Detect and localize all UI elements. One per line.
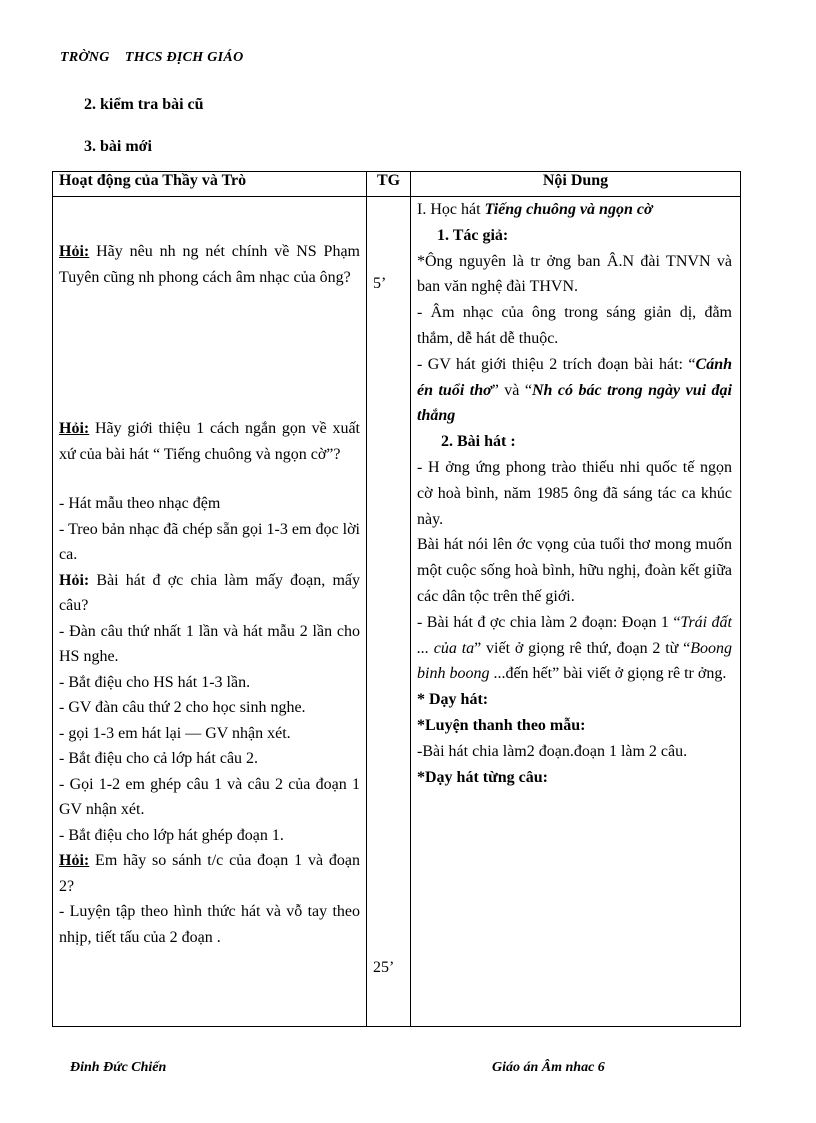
time-5: 5’ bbox=[373, 275, 387, 292]
content-teach-heading: * Dạy hát: bbox=[417, 691, 489, 709]
content-line: Bài hát nói lên ớc vọng của tuổi thơ mong muốn một cuộc sống hoà bình, hữu nghị, đoàn kết giữa các dân tộc trên thế giới. bbox=[417, 536, 732, 605]
text: ” và “ bbox=[491, 381, 532, 399]
content-song-heading: 2. Bài hát : bbox=[441, 433, 516, 451]
content-songs bbox=[417, 352, 732, 429]
text: - GV hát giới thiệu 2 trích đoạn bài hát: “ bbox=[417, 355, 696, 373]
header-activity: Hoạt động của Thầy và Trò bbox=[53, 172, 367, 197]
song-name: Nh có bác trong ngày vui đại thắng bbox=[417, 381, 732, 425]
table-body-row bbox=[53, 197, 741, 1027]
question-origin bbox=[59, 416, 360, 467]
content-heading-1 bbox=[417, 197, 732, 223]
activity-line: - Bắt điệu cho cả lớp hát câu 2. bbox=[59, 750, 259, 767]
question-text: Bài hát đ ợc chia làm mấy đoạn, mấy câu? bbox=[59, 571, 360, 614]
question-author bbox=[59, 239, 360, 290]
activity-line: - Đàn câu thứ nhất 1 lần và hát mẫu 2 lần cho HS nghe. bbox=[59, 622, 360, 665]
question-label: Hỏi: bbox=[59, 243, 90, 260]
school-header: TRỜNG THCS ĐỊCH GIÁO bbox=[60, 50, 244, 65]
time-column bbox=[367, 197, 411, 1027]
activity-line: - Gọi 1-2 em ghép câu 1 và câu 2 của đoạn 1 GV nhận xét. bbox=[59, 775, 360, 818]
question-text: Em hãy so sánh t/c của đoạn 1 và đoạn 2? bbox=[59, 852, 360, 895]
content-sentence-heading: *Dạy hát từng câu: bbox=[417, 768, 548, 786]
text: ...đến hết” bài viết ở giọng rê tr ởng. bbox=[489, 665, 727, 683]
question-structure bbox=[59, 568, 360, 619]
question-label: Hỏi: bbox=[59, 852, 90, 869]
content-line: -Bài hát chia làm2 đoạn.đoạn 1 làm 2 câu. bbox=[417, 742, 688, 760]
activity-line: - Bắt điệu cho HS hát 1-3 lần. bbox=[59, 673, 251, 691]
content-warmup-heading: *Luyện thanh theo mẫu: bbox=[417, 716, 586, 734]
content-column bbox=[411, 197, 741, 1027]
activity-line: - gọi 1-3 em hát lại — GV nhận xét. bbox=[59, 724, 291, 742]
content-line: - Âm nhạc của ông trong sáng giản dị, đằm thắm, dễ hát dễ thuộc. bbox=[417, 304, 732, 347]
content-sections bbox=[417, 610, 732, 687]
content-author-heading: 1. Tác giả: bbox=[437, 226, 509, 244]
footer-title: Giáo án Âm nhac 6 bbox=[492, 1060, 605, 1075]
activity-column bbox=[53, 197, 367, 1027]
question-compare bbox=[59, 848, 360, 899]
content-line: - H ởng ứng phong trào thiếu nhi quốc tế ngọn cờ hoà bình, năm 1985 ông đã sáng tác ca khúc này. bbox=[417, 458, 732, 528]
lyric: Trái đất ... của ta bbox=[417, 613, 732, 657]
song-name: Cánh én tuổi thơ bbox=[417, 355, 732, 399]
activity-line: - Bắt điệu cho lớp hát ghép đoạn 1. bbox=[59, 826, 284, 844]
section-new-lesson: 3. bài mới bbox=[84, 138, 152, 155]
activity-line: - Treo bản nhạc đã chép sẵn gọi 1-3 em đọc lời ca. bbox=[59, 520, 360, 563]
heading-prefix: I. Học hát bbox=[417, 201, 485, 218]
text: - Bài hát đ ợc chia làm 2 đoạn: Đoạn 1 “ bbox=[417, 613, 681, 631]
activity-line: - Hát mẫu theo nhạc đệm bbox=[59, 495, 221, 512]
section-review: 2. kiểm tra bài cũ bbox=[84, 96, 204, 113]
header-content: Nội Dung bbox=[411, 172, 741, 197]
lesson-table bbox=[52, 171, 741, 1027]
footer-author: Đinh Đức Chiến bbox=[70, 1060, 167, 1075]
activity-line: - GV đàn câu thứ 2 cho học sinh nghe. bbox=[59, 699, 306, 716]
question-label: Hỏi: bbox=[59, 571, 90, 589]
song-title: Tiếng chuông và ngọn cờ bbox=[484, 201, 653, 218]
lyric: Boong binh boong bbox=[417, 639, 733, 683]
content-line: *Ông nguyên là tr ởng ban Â.N đài TNVN và ban văn nghệ đài THVN. bbox=[417, 252, 732, 296]
question-text: Hãy nêu nh ng nét chính về NS Phạm Tuyên cũng nh phong cách âm nhạc của ông? bbox=[59, 243, 360, 286]
header-time: TG bbox=[367, 172, 411, 197]
time-25: 25’ bbox=[373, 959, 395, 976]
text: ” viết ở giọng rê thứ, đoạn 2 từ “ bbox=[474, 639, 691, 657]
question-label: Hỏi: bbox=[59, 420, 90, 437]
table-header-row bbox=[53, 172, 741, 197]
activity-line: - Luyện tập theo hình thức hát và vỗ tay theo nhịp, tiết tấu của 2 đoạn . bbox=[59, 903, 360, 946]
question-text: Hãy giới thiệu 1 cách ngắn gọn về xuất xứ của bài hát “ Tiếng chuông và ngọn cờ”? bbox=[59, 420, 360, 463]
